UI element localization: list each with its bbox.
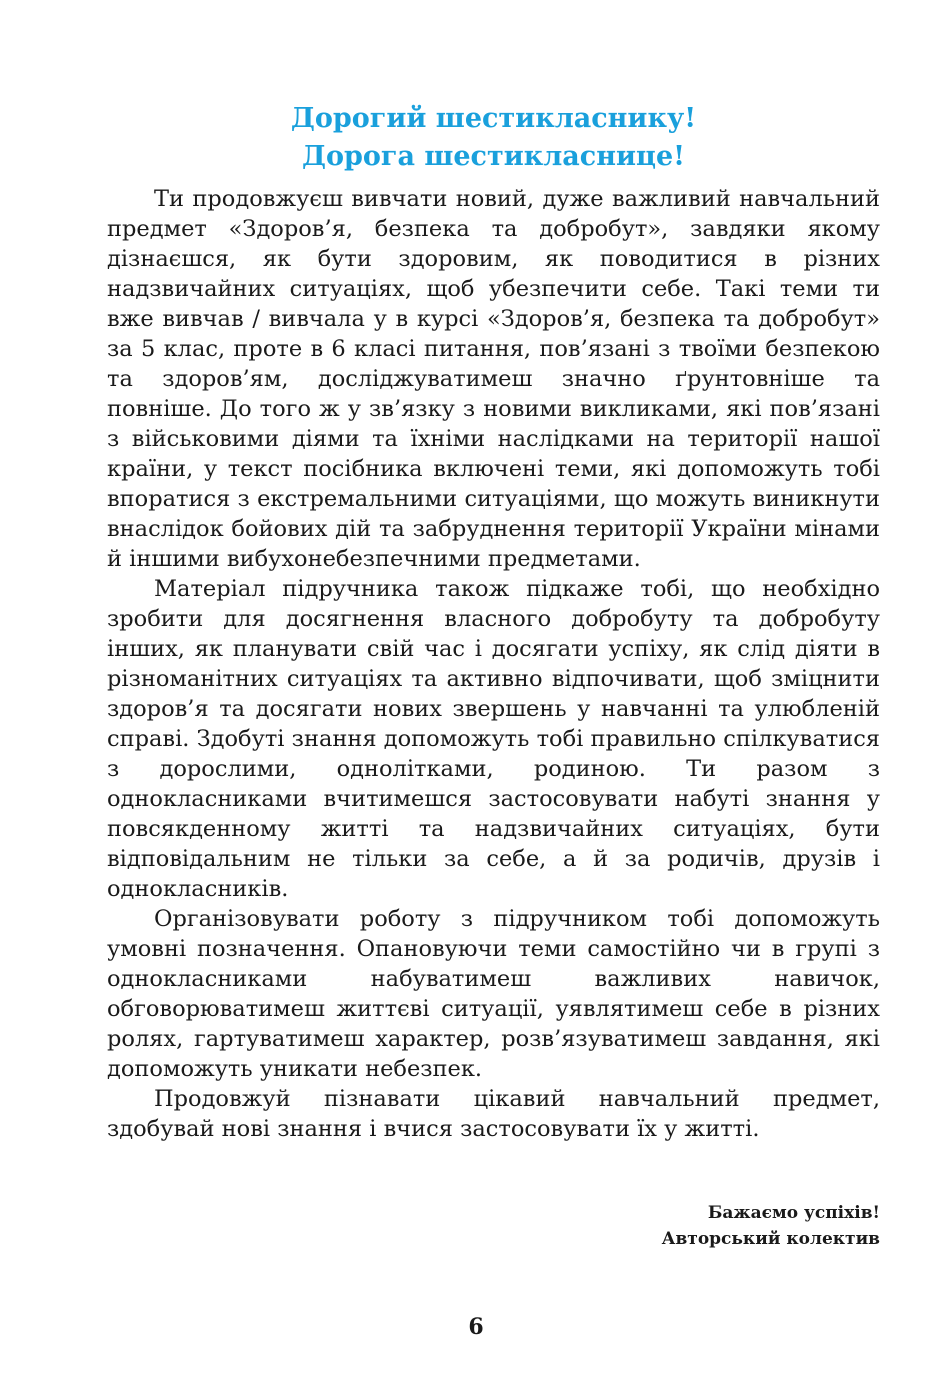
title-line-1: Дорогий шестикласнику! [290,103,697,134]
paragraph-1: Ти продовжуєш вивчати новий, дуже важливий навчальний предмет «Здоров’я, безпека та добробут», завдяки якому дізнаєшся, як бути здоровим, як поводитися в різних надзвичайних ситуаціях, щоб убезпечити себе. Такі теми ти вже вивчав / вивчала у в курсі «Здоров’я, безпека та добробут» за 5 клас, проте в 6 класі питання, пов’язані з твоїми безпекою та здоров’ям, досліджуватимеш значно ґрунтовніше та повніше. До того ж у зв’язку з новими викликами, які пов’язані з військовими діями та їхніми наслідками на території нашої країни, у текст посібника включені теми, які допоможуть тобі впоратися з екстремальними ситуаціями, що можуть виникнути внаслідок бойових дій та забруднення території України мінами й іншими вибухонебезпечними предметами. [107,186,880,572]
page-number: 6 [468,1314,484,1340]
paragraph-2: Матеріал підручника також підкаже тобі, що необхідно зробити для досягнення власного добробуту та добробуту інших, як планувати свій час і досягати успіху, як слід діяти в різноманітних ситуаціях та активно відпочивати, щоб зміцнити здоров’я та досягати нових звершень у навчанні та улюбленій справі. Здобуті знання допоможуть тобі правильно спілкуватися з дорослими, однолітками, родиною. Ти разом з однокласниками вчитимешся застосовувати набуті знання у повсякденному житті та надзвичайних ситуаціях, бути відповідальним не тільки за себе, а й за родичів, друзів і однокласників. [107,576,880,902]
paragraph-3: Організовувати роботу з підручником тобі допоможуть умовні позначення. Опановуючи теми самостійно чи в групі з однокласниками набуватимеш важливих навичок, обговорюватимеш життєві ситуації, уявлятимеш себе в різних ролях, гартуватимеш характер, розв’язуватимеш завдання, які допоможуть уникати небезпек. [107,906,880,1082]
title-line-2: Дорога шестикласнице! [302,141,685,172]
letter-page [107,100,880,1144]
signature-wish: Бажаємо успіхів! [707,1203,880,1223]
letter-body [107,184,880,1144]
signature [662,1200,880,1252]
paragraph-4: Продовжуй пізнавати цікавий навчальний предмет, здобувай нові знання і вчися застосовувати їх у житті. [107,1086,880,1142]
page-title [107,100,880,176]
signature-authors: Авторський колектив [661,1229,880,1249]
